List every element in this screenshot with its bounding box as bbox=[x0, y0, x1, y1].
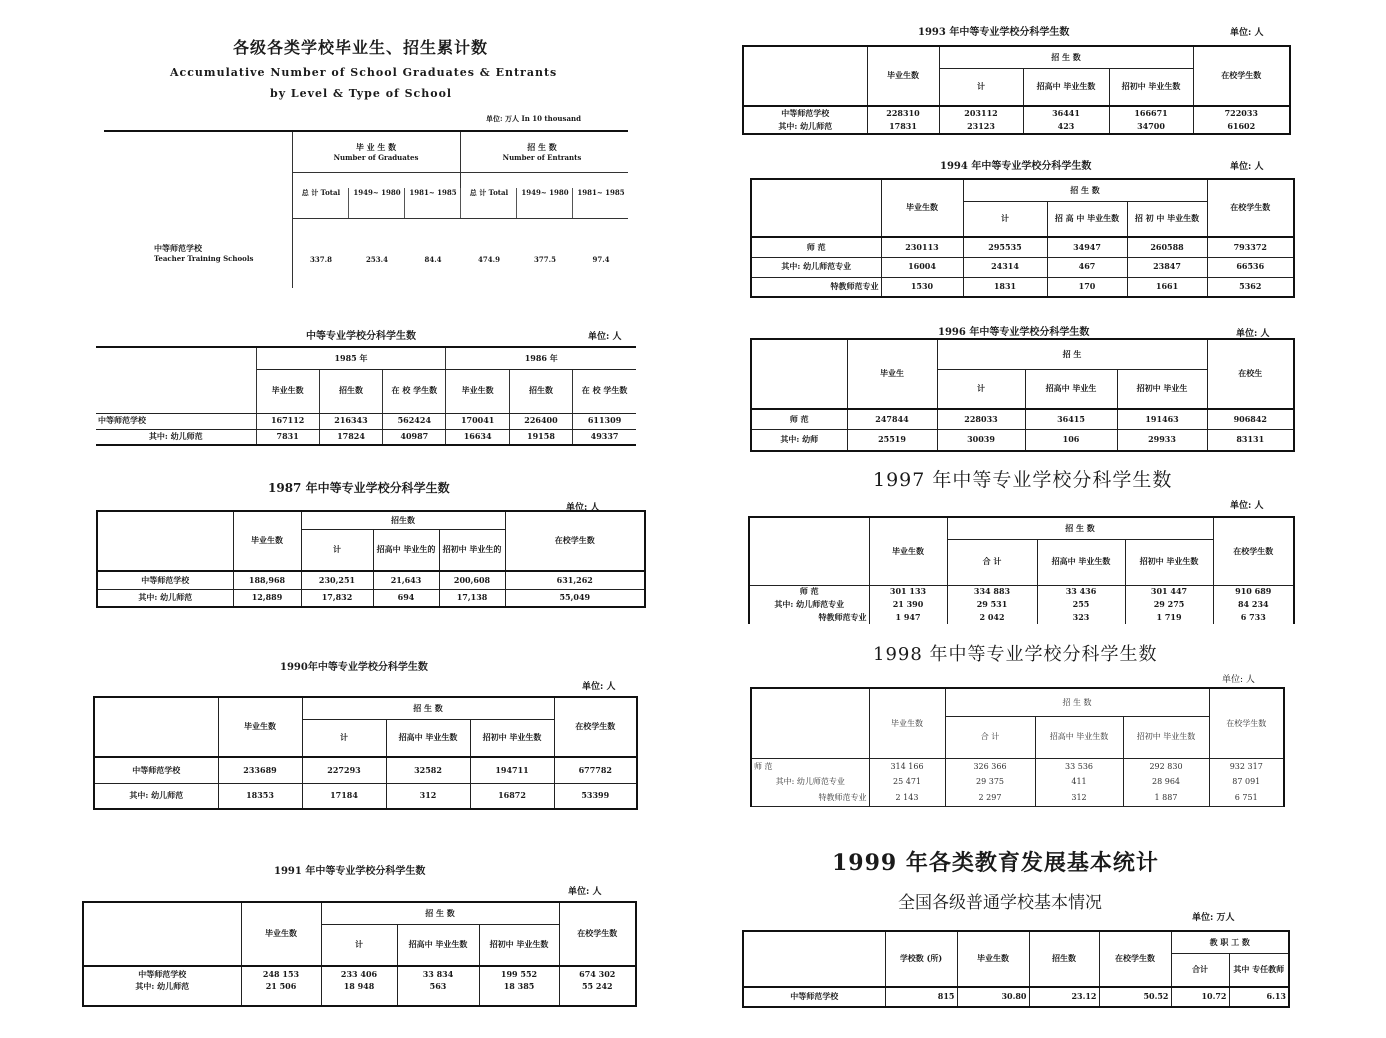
t1999-row-label: 中等师范学校 bbox=[743, 987, 885, 1007]
t1998-cell: 6 751 bbox=[1209, 790, 1284, 806]
t1985-cell: 170041 bbox=[446, 413, 509, 429]
t1999-col-schools: 学校数 (所) bbox=[885, 931, 957, 987]
t1994-cell: 467 bbox=[1047, 257, 1127, 277]
t1998-row-label: 师 范 bbox=[751, 758, 869, 774]
t1993-col-grad: 毕业生数 bbox=[867, 46, 939, 106]
t1994-cell: 66536 bbox=[1207, 257, 1294, 277]
t1999-cell: 30.80 bbox=[957, 987, 1029, 1007]
t1994-col-grad: 毕业生数 bbox=[881, 179, 963, 237]
t1996-col-jh: 招初中 毕业生 bbox=[1117, 369, 1207, 409]
t1991-cell: 18 948 bbox=[321, 982, 397, 1006]
t1999-col-enrol: 在校学生数 bbox=[1099, 931, 1171, 987]
t1997-cell: 1 947 bbox=[869, 611, 947, 624]
t1990-unit: 单位: 人 bbox=[582, 682, 616, 692]
t1999-col-staff-teachers: 其中 专任教师 bbox=[1229, 953, 1289, 987]
t1998-cell: 25 471 bbox=[869, 774, 945, 790]
t1996-cell: 83131 bbox=[1207, 429, 1294, 451]
t1990-col-total: 计 bbox=[302, 719, 386, 757]
t1985-row-label: 其中: 幼儿师范 bbox=[96, 429, 256, 445]
t1991-cell: 674 302 bbox=[559, 966, 636, 982]
t1987-row-label: 其中: 幼儿师范 bbox=[97, 589, 233, 607]
t1998-stub bbox=[751, 688, 869, 758]
t1987-col-entr: 招生数 bbox=[301, 511, 505, 529]
t1997-col-hs: 招高中 毕业生数 bbox=[1037, 539, 1125, 585]
t1993-unit: 单位: 人 bbox=[1230, 28, 1264, 38]
t1993-row-label: 中等师范学校 bbox=[743, 106, 867, 120]
t1985-table bbox=[96, 346, 636, 446]
t1998-cell: 2 143 bbox=[869, 790, 945, 806]
t1998-cell: 292 830 bbox=[1123, 758, 1209, 774]
t1996-cell: 29933 bbox=[1117, 429, 1207, 451]
t1994-cell: 230113 bbox=[881, 237, 963, 257]
t1987-cell: 230,251 bbox=[301, 571, 373, 589]
t1990-cell: 32582 bbox=[386, 757, 470, 783]
t1994-cell: 34947 bbox=[1047, 237, 1127, 257]
t1999-cell: 50.52 bbox=[1099, 987, 1171, 1007]
t1999-subtitle: 全国各级普通学校基本情况 bbox=[898, 893, 1102, 913]
t1990-cell: 194711 bbox=[470, 757, 554, 783]
t1996-col-enrol: 在校生 bbox=[1207, 339, 1294, 409]
t1987-cell: 55,049 bbox=[505, 589, 645, 607]
t1997-cell: 29 531 bbox=[947, 598, 1037, 611]
accum-value: 377.5 bbox=[534, 255, 556, 264]
t1990-col-enrol: 在校学生数 bbox=[554, 697, 637, 757]
t1998-cell: 1 887 bbox=[1123, 790, 1209, 806]
t1994-cell: 1831 bbox=[963, 277, 1047, 297]
t1993-cell: 17831 bbox=[867, 120, 939, 134]
t1990-cell: 677782 bbox=[554, 757, 637, 783]
t1985-cell: 17824 bbox=[319, 429, 382, 445]
accum-title: 各级各类学校毕业生、招生累计数 bbox=[233, 38, 489, 57]
t1994-title: 1994 年中等专业学校分科学生数 bbox=[940, 161, 1092, 172]
t1996-cell: 25519 bbox=[847, 429, 937, 451]
accum-col-4: 总 计 Total bbox=[469, 188, 509, 197]
t1998-table bbox=[750, 687, 1285, 807]
t1998-col-enrol: 在校学生数 bbox=[1209, 688, 1284, 758]
t1991-cell: 233 406 bbox=[321, 966, 397, 982]
accum-value: 474.9 bbox=[478, 255, 500, 264]
t1999-cell: 6.13 bbox=[1229, 987, 1289, 1007]
t1991-col-total: 计 bbox=[321, 924, 397, 966]
t1991-col-entr: 招 生 数 bbox=[321, 902, 559, 924]
t1997-cell: 1 719 bbox=[1125, 611, 1213, 624]
accum-value: 253.4 bbox=[366, 255, 388, 264]
t1985-cell: 216343 bbox=[319, 413, 382, 429]
t1990-col-entr: 招 生 数 bbox=[302, 697, 554, 719]
t1996-cell: 191463 bbox=[1117, 409, 1207, 429]
t1990-title: 1990年中等专业学校分科学生数 bbox=[280, 662, 428, 673]
accum-entr-header: 招 生 数 bbox=[527, 142, 557, 152]
t1997-unit: 单位: 人 bbox=[1230, 501, 1264, 511]
t1998-col-entr: 招 生 数 bbox=[945, 688, 1209, 716]
t1999-col-grad: 毕业生数 bbox=[957, 931, 1029, 987]
t1987-cell: 694 bbox=[373, 589, 439, 607]
t1985-col: 毕业生数 bbox=[256, 369, 319, 413]
t1985-cell: 562424 bbox=[383, 413, 446, 429]
t1998-title: 1998 年中等专业学校分科学生数 bbox=[873, 644, 1158, 665]
t1996-cell: 36415 bbox=[1025, 409, 1117, 429]
accum-title-en-2: by Level & Type of School bbox=[270, 87, 453, 100]
accum-entr-header-en: Number of Entrants bbox=[502, 153, 582, 162]
t1996-cell: 247844 bbox=[847, 409, 937, 429]
t1998-col-jh: 招初中 毕业生数 bbox=[1123, 716, 1209, 758]
t1997-cell: 84 234 bbox=[1213, 598, 1294, 611]
accum-row-label: 中等师范学校 bbox=[154, 243, 202, 253]
accum-unit: 单位: 万人 In 10 thousand bbox=[486, 114, 581, 123]
t1998-row-label: 其中: 幼儿师范专业 bbox=[751, 774, 869, 790]
t1998-cell: 87 091 bbox=[1209, 774, 1284, 790]
t1985-col: 招生数 bbox=[509, 369, 572, 413]
t1991-cell: 55 242 bbox=[559, 982, 636, 1006]
t1991-col-grad: 毕业生数 bbox=[241, 902, 321, 966]
t1998-cell: 411 bbox=[1035, 774, 1123, 790]
t1999-table bbox=[742, 930, 1290, 1008]
t1994-cell: 5362 bbox=[1207, 277, 1294, 297]
t1991-stub bbox=[83, 902, 241, 966]
t1990-cell: 312 bbox=[386, 783, 470, 809]
t1987-col-jh: 招初中 毕业生的 bbox=[439, 529, 505, 571]
t1991-row-label: 其中: 幼儿师范 bbox=[83, 982, 241, 1006]
t1990-cell: 53399 bbox=[554, 783, 637, 809]
accum-value: 97.4 bbox=[592, 255, 610, 264]
t1985-col: 招生数 bbox=[319, 369, 382, 413]
t1997-row-label: 师 范 bbox=[749, 585, 869, 598]
t1999-unit: 单位: 万人 bbox=[1192, 913, 1235, 923]
t1996-table bbox=[750, 338, 1295, 452]
t1987-cell: 188,968 bbox=[233, 571, 301, 589]
t1994-row-label: 师 范 bbox=[751, 237, 881, 257]
t1997-cell: 29 275 bbox=[1125, 598, 1213, 611]
t1996-stub bbox=[751, 339, 847, 409]
t1990-cell: 16872 bbox=[470, 783, 554, 809]
t1990-cell: 233689 bbox=[218, 757, 302, 783]
t1987-cell: 200,608 bbox=[439, 571, 505, 589]
t1999-stub bbox=[743, 931, 885, 987]
t1993-cell: 423 bbox=[1023, 120, 1109, 134]
t1993-row-label: 其中: 幼儿师范 bbox=[743, 120, 867, 134]
t1993-cell: 34700 bbox=[1109, 120, 1193, 134]
t1993-cell: 166671 bbox=[1109, 106, 1193, 120]
t1997-cell: 301 447 bbox=[1125, 585, 1213, 598]
t1993-col-hs: 招高中 毕业生数 bbox=[1023, 68, 1109, 106]
t1993-cell: 36441 bbox=[1023, 106, 1109, 120]
t1985-cell: 226400 bbox=[509, 413, 572, 429]
t1985-cell: 167112 bbox=[256, 413, 319, 429]
t1997-cell: 323 bbox=[1037, 611, 1125, 624]
t1990-table bbox=[93, 696, 638, 810]
accum-value: 337.8 bbox=[310, 255, 332, 264]
t1987-col-hs: 招高中 毕业生的 bbox=[373, 529, 439, 571]
t1990-cell: 17184 bbox=[302, 783, 386, 809]
t1997-row-label: 其中: 幼儿师范专业 bbox=[749, 598, 869, 611]
t1990-stub bbox=[94, 697, 218, 757]
t1994-cell: 260588 bbox=[1127, 237, 1207, 257]
t1991-table bbox=[82, 901, 637, 1007]
t1994-cell: 295535 bbox=[963, 237, 1047, 257]
t1985-col: 在 校 学生数 bbox=[573, 369, 636, 413]
t1996-col-grad: 毕业生 bbox=[847, 339, 937, 409]
t1987-table bbox=[96, 510, 646, 608]
t1997-row-label: 特教师范专业 bbox=[749, 611, 869, 624]
t1987-cell: 17,832 bbox=[301, 589, 373, 607]
t1997-cell: 301 133 bbox=[869, 585, 947, 598]
t1996-row-label: 师 范 bbox=[751, 409, 847, 429]
t1998-cell: 29 375 bbox=[945, 774, 1035, 790]
t1997-col-total: 合 计 bbox=[947, 539, 1037, 585]
t1994-row-label: 特教师范专业 bbox=[751, 277, 881, 297]
t1999-col-staff-total: 合计 bbox=[1171, 953, 1229, 987]
t1994-col-jh: 招 初 中 毕业生数 bbox=[1127, 201, 1207, 237]
t1991-cell: 248 153 bbox=[241, 966, 321, 982]
t1991-cell: 563 bbox=[397, 982, 479, 1006]
t1993-col-enrol: 在校学生数 bbox=[1193, 46, 1290, 106]
t1997-title: 1997 年中等专业学校分科学生数 bbox=[873, 469, 1173, 491]
t1985-year-b: 1986 年 bbox=[446, 347, 636, 369]
t1990-row-label: 中等师范学校 bbox=[94, 757, 218, 783]
t1985-cell: 611309 bbox=[573, 413, 636, 429]
t1993-cell: 228310 bbox=[867, 106, 939, 120]
t1999-title: 1999 年各类教育发展基本统计 bbox=[832, 850, 1159, 876]
t1985-cell: 16634 bbox=[446, 429, 509, 445]
t1998-unit: 单位: 人 bbox=[1222, 675, 1255, 685]
t1985-cell: 19158 bbox=[509, 429, 572, 445]
t1997-col-grad: 毕业生数 bbox=[869, 517, 947, 585]
t1987-col-total: 计 bbox=[301, 529, 373, 571]
t1998-cell: 314 166 bbox=[869, 758, 945, 774]
t1997-cell: 255 bbox=[1037, 598, 1125, 611]
t1994-cell: 24314 bbox=[963, 257, 1047, 277]
t1996-cell: 228033 bbox=[937, 409, 1025, 429]
t1991-row-label: 中等师范学校 bbox=[83, 966, 241, 982]
t1997-col-enrol: 在校学生数 bbox=[1213, 517, 1294, 585]
t1994-stub bbox=[751, 179, 881, 237]
t1993-title: 1993 年中等专业学校分科学生数 bbox=[918, 27, 1070, 38]
t1994-cell: 1661 bbox=[1127, 277, 1207, 297]
accum-col-1: 总 计 Total bbox=[301, 188, 341, 197]
t1985-col: 在 校 学生数 bbox=[383, 369, 446, 413]
t1991-cell: 21 506 bbox=[241, 982, 321, 1006]
t1993-col-jh: 招初中 毕业生数 bbox=[1109, 68, 1193, 106]
t1998-cell: 33 536 bbox=[1035, 758, 1123, 774]
t1998-cell: 28 964 bbox=[1123, 774, 1209, 790]
t1987-stub bbox=[97, 511, 233, 571]
t1985-cell: 40987 bbox=[383, 429, 446, 445]
t1997-col-jh: 招初中 毕业生数 bbox=[1125, 539, 1213, 585]
t1996-cell: 906842 bbox=[1207, 409, 1294, 429]
t1994-table bbox=[750, 178, 1295, 298]
t1987-cell: 12,889 bbox=[233, 589, 301, 607]
t1994-col-entr: 招 生 数 bbox=[963, 179, 1207, 201]
accum-col-6: 1981~ 1985 bbox=[577, 188, 625, 197]
t1987-col-enrol: 在校学生数 bbox=[505, 511, 645, 571]
t1993-table bbox=[742, 45, 1291, 135]
t1987-col-grad: 毕业生数 bbox=[233, 511, 301, 571]
t1997-table bbox=[748, 516, 1295, 624]
t1998-row-label: 特教师范专业 bbox=[751, 790, 869, 806]
t1994-row-label: 其中: 幼儿师范专业 bbox=[751, 257, 881, 277]
t1999-cell: 815 bbox=[885, 987, 957, 1007]
t1990-col-hs: 招高中 毕业生数 bbox=[386, 719, 470, 757]
t1997-cell: 2 042 bbox=[947, 611, 1037, 624]
t1996-col-entr: 招 生 bbox=[937, 339, 1207, 369]
t1990-cell: 227293 bbox=[302, 757, 386, 783]
t1993-stub bbox=[743, 46, 867, 106]
t1991-cell: 33 834 bbox=[397, 966, 479, 982]
t1996-col-hs: 招高中 毕业生 bbox=[1025, 369, 1117, 409]
t1994-col-hs: 招 高 中 毕业生数 bbox=[1047, 201, 1127, 237]
t1993-cell: 722033 bbox=[1193, 106, 1290, 120]
t1990-col-jh: 招初中 毕业生数 bbox=[470, 719, 554, 757]
accum-col-2: 1949~ 1980 bbox=[353, 188, 401, 197]
t1985-year-a: 1985 年 bbox=[256, 347, 446, 369]
accum-grad-header: 毕 业 生 数 bbox=[355, 142, 397, 152]
t1999-col-staff: 教 职 工 数 bbox=[1171, 931, 1289, 953]
t1987-cell: 21,643 bbox=[373, 571, 439, 589]
t1998-cell: 2 297 bbox=[945, 790, 1035, 806]
t1985-unit: 单位: 人 bbox=[588, 332, 622, 342]
t1990-cell: 18353 bbox=[218, 783, 302, 809]
t1996-col-total: 计 bbox=[937, 369, 1025, 409]
t1987-row-label: 中等师范学校 bbox=[97, 571, 233, 589]
t1991-title: 1991 年中等专业学校分科学生数 bbox=[274, 866, 426, 877]
accum-table bbox=[104, 130, 628, 290]
t1997-cell: 6 733 bbox=[1213, 611, 1294, 624]
t1985-stub bbox=[96, 347, 256, 413]
t1998-col-hs: 招高中 毕业生数 bbox=[1035, 716, 1123, 758]
t1994-cell: 23847 bbox=[1127, 257, 1207, 277]
t1987-unit: 单位: 人 bbox=[566, 503, 600, 513]
t1996-row-label: 其中: 幼师 bbox=[751, 429, 847, 451]
t1996-cell: 30039 bbox=[937, 429, 1025, 451]
t1994-col-total: 计 bbox=[963, 201, 1047, 237]
t1985-cell: 49337 bbox=[573, 429, 636, 445]
t1998-cell: 932 317 bbox=[1209, 758, 1284, 774]
t1999-cell: 10.72 bbox=[1171, 987, 1229, 1007]
accum-title-en-1: Accumulative Number of School Graduates & Entrants bbox=[170, 66, 558, 79]
t1994-cell: 1530 bbox=[881, 277, 963, 297]
t1987-cell: 17,138 bbox=[439, 589, 505, 607]
t1991-col-hs: 招高中 毕业生数 bbox=[397, 924, 479, 966]
t1987-cell: 631,262 bbox=[505, 571, 645, 589]
t1997-cell: 21 390 bbox=[869, 598, 947, 611]
t1993-col-entr: 招 生 数 bbox=[939, 46, 1193, 68]
t1998-col-grad: 毕业生数 bbox=[869, 688, 945, 758]
t1993-cell: 23123 bbox=[939, 120, 1023, 134]
t1985-col: 毕业生数 bbox=[446, 369, 509, 413]
t1998-cell: 326 366 bbox=[945, 758, 1035, 774]
accum-col-5: 1949~ 1980 bbox=[521, 188, 569, 197]
t1997-col-entr: 招 生 数 bbox=[947, 517, 1213, 539]
accum-value: 84.4 bbox=[424, 255, 442, 264]
accum-grad-header-en: Number of Graduates bbox=[333, 153, 419, 162]
t1990-col-grad: 毕业生数 bbox=[218, 697, 302, 757]
t1993-col-total: 计 bbox=[939, 68, 1023, 106]
t1994-cell: 170 bbox=[1047, 277, 1127, 297]
t1997-stub bbox=[749, 517, 869, 585]
t1991-cell: 199 552 bbox=[479, 966, 559, 982]
accum-col-3: 1981~ 1985 bbox=[409, 188, 457, 197]
t1993-cell: 61602 bbox=[1193, 120, 1290, 134]
t1991-col-enrol: 在校学生数 bbox=[559, 902, 636, 966]
t1997-cell: 910 689 bbox=[1213, 585, 1294, 598]
t1994-unit: 单位: 人 bbox=[1230, 162, 1264, 172]
t1996-unit: 单位: 人 bbox=[1236, 329, 1270, 339]
t1998-col-total: 合 计 bbox=[945, 716, 1035, 758]
t1999-cell: 23.12 bbox=[1029, 987, 1099, 1007]
t1996-cell: 106 bbox=[1025, 429, 1117, 451]
t1994-col-enrol: 在校学生数 bbox=[1207, 179, 1294, 237]
t1987-title: 1987 年中等专业学校分科学生数 bbox=[268, 481, 450, 495]
t1998-cell: 312 bbox=[1035, 790, 1123, 806]
t1997-cell: 334 883 bbox=[947, 585, 1037, 598]
t1994-cell: 793372 bbox=[1207, 237, 1294, 257]
t1999-col-entr: 招生数 bbox=[1029, 931, 1099, 987]
t1993-cell: 203112 bbox=[939, 106, 1023, 120]
t1991-cell: 18 385 bbox=[479, 982, 559, 1006]
t1985-cell: 7831 bbox=[256, 429, 319, 445]
t1985-title: 中等专业学校分科学生数 bbox=[306, 331, 416, 342]
t1991-col-jh: 招初中 毕业生数 bbox=[479, 924, 559, 966]
t1985-row-label: 中等师范学校 bbox=[96, 413, 256, 429]
t1990-row-label: 其中: 幼儿师范 bbox=[94, 783, 218, 809]
t1994-cell: 16004 bbox=[881, 257, 963, 277]
t1991-unit: 单位: 人 bbox=[568, 887, 602, 897]
t1996-title: 1996 年中等专业学校分科学生数 bbox=[938, 327, 1090, 338]
accum-row-label-en: Teacher Training Schools bbox=[154, 254, 254, 263]
t1997-cell: 33 436 bbox=[1037, 585, 1125, 598]
